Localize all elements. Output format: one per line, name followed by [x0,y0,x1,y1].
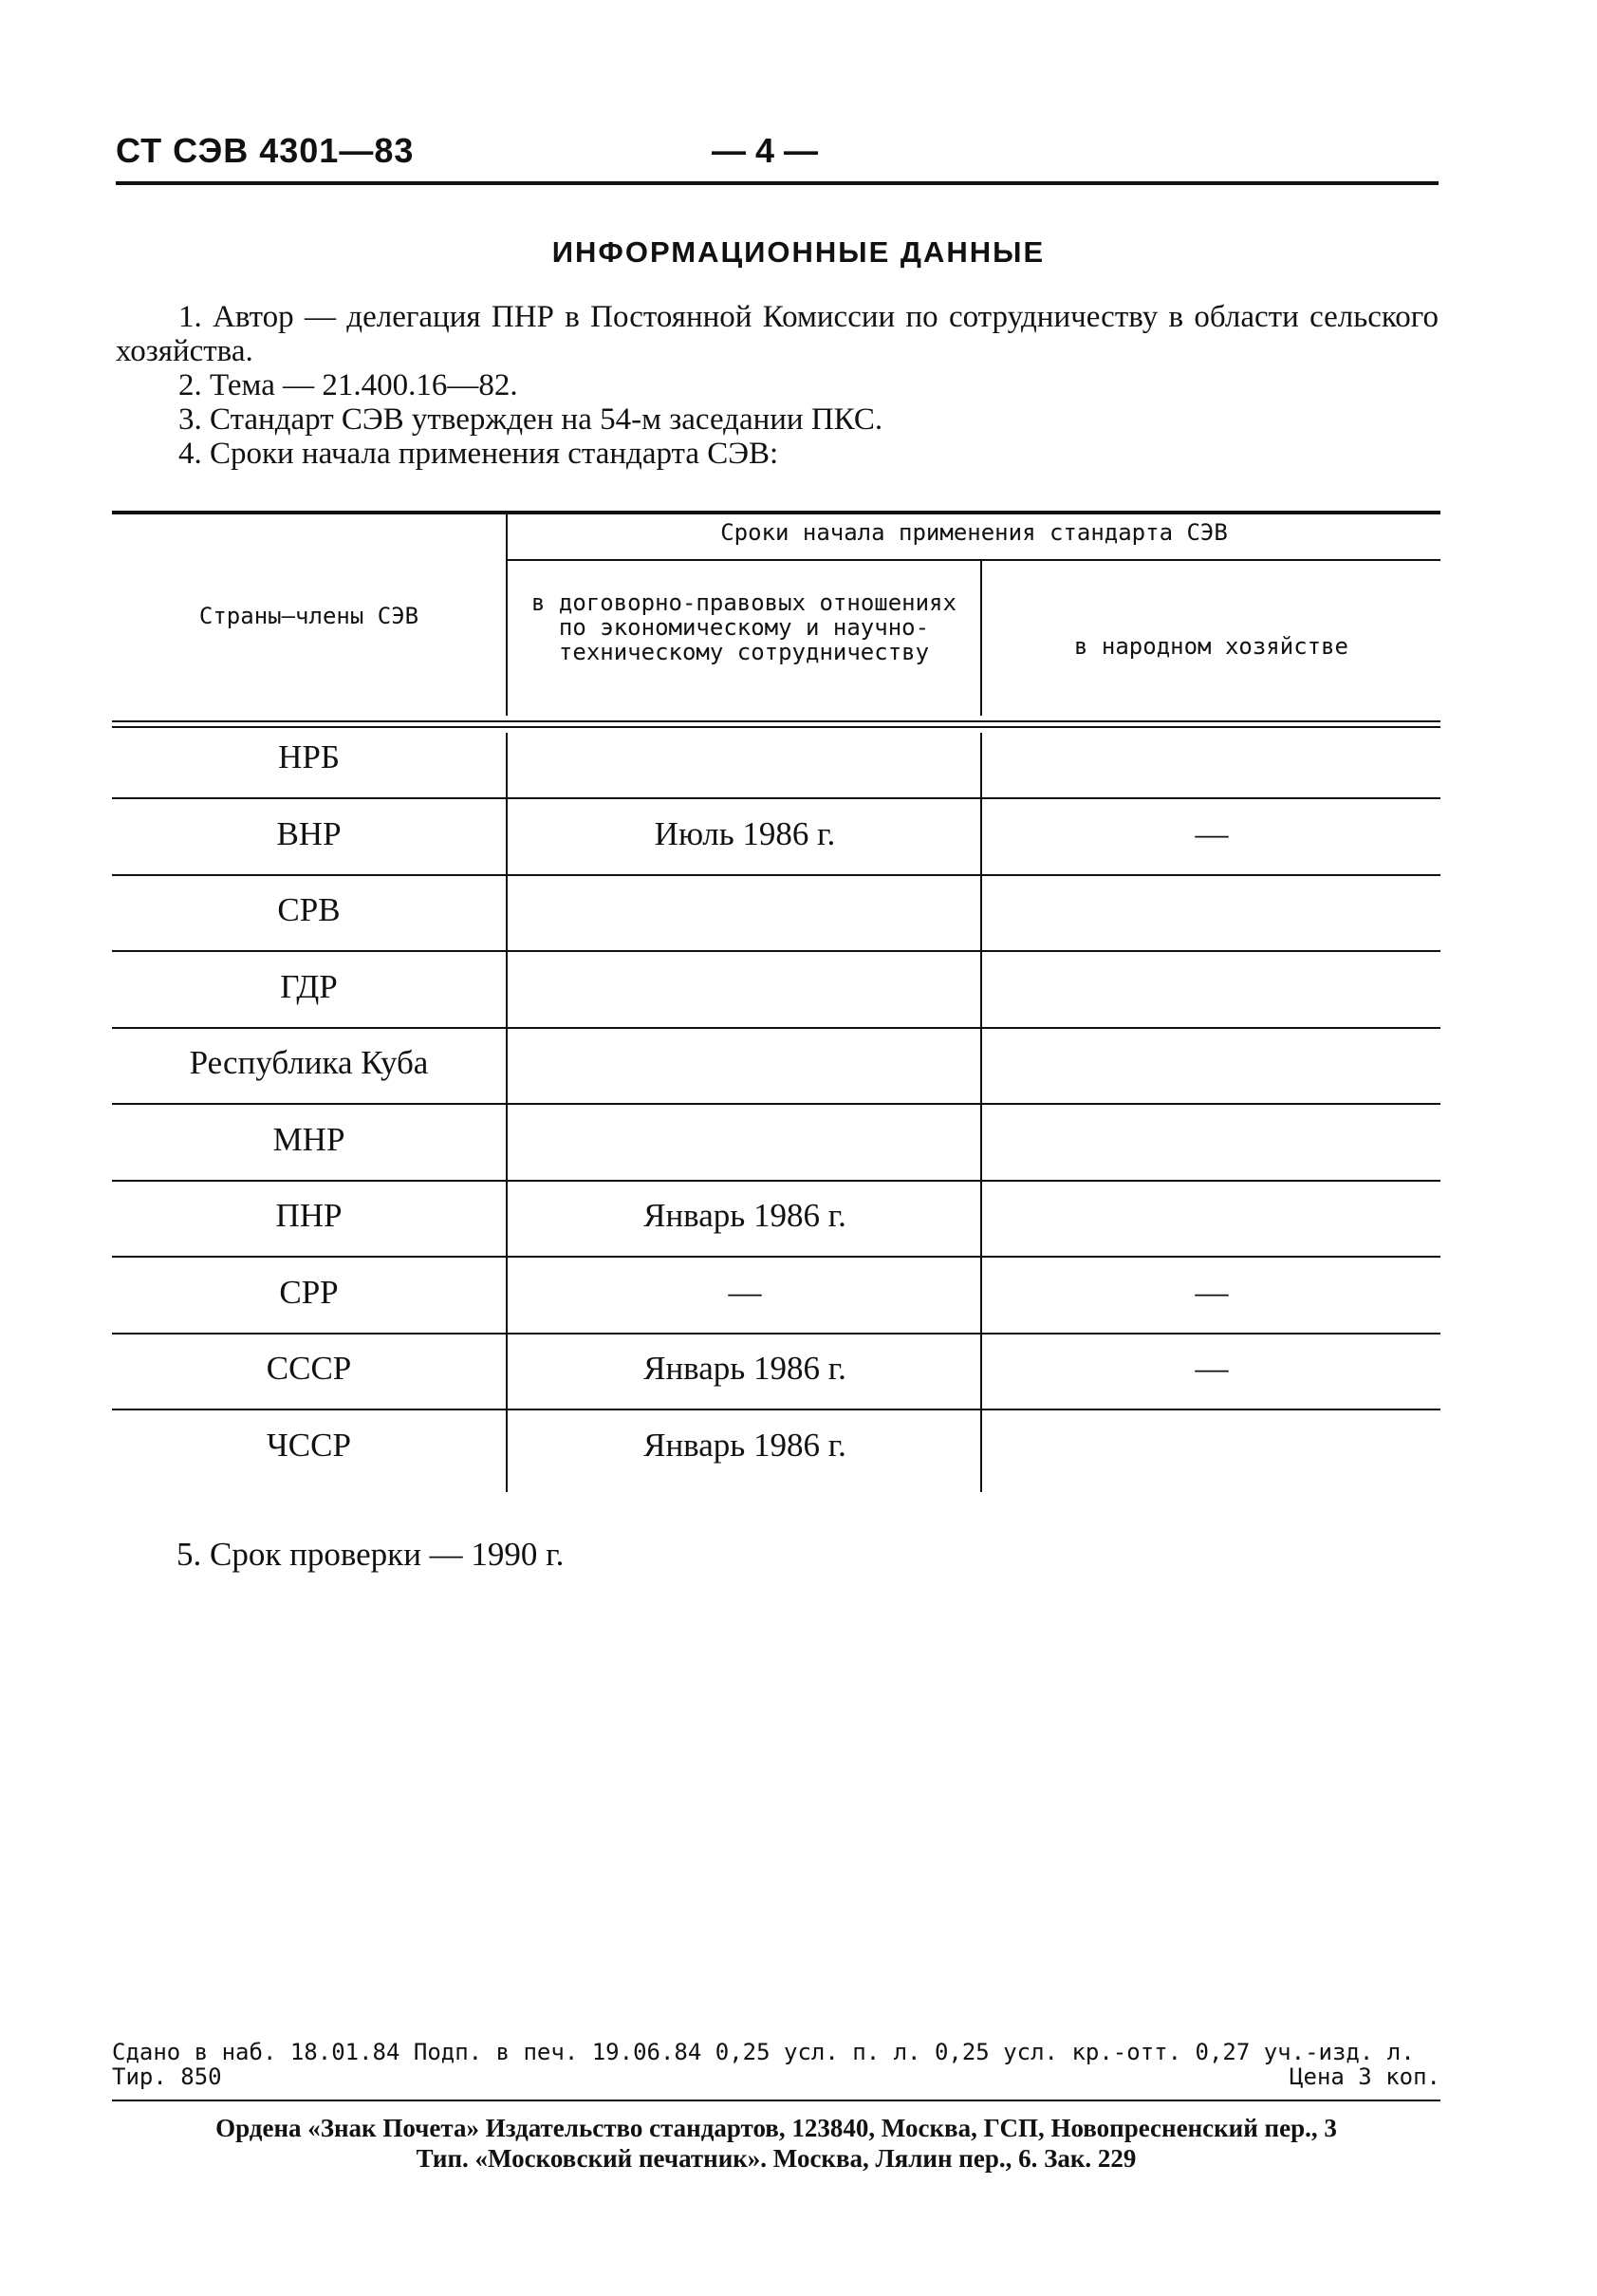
cell-country: СРР [279,1274,339,1311]
cell-country: СРВ [277,891,341,928]
cell-econ [508,738,982,776]
cell-econ [508,1121,982,1159]
cell-country: ПНР [275,1197,343,1234]
header-bottom-rule-1 [112,720,1440,722]
header-rule [116,181,1439,185]
cell-national [984,968,1439,1006]
cell-national [984,1197,1439,1235]
cell-country: ВНР [276,815,342,852]
info-items [116,300,1439,471]
cell-national: — [1195,1350,1229,1387]
column-header-country: Страны—члены СЭВ [198,603,419,629]
cell-national: — [1195,1274,1229,1311]
cell-econ [508,968,982,1006]
cell-econ: Январь 1986 г. [643,1350,846,1387]
item-dates: 4. Сроки начала применения стандарта СЭВ: [178,437,779,471]
cell-national [984,738,1439,776]
imprint-line: Сдано в наб. 18.01.84 Подп. в печ. 19.06.84 0,25 усл. п. л. 0,25 усл. кр.-отт. 0,27 уч.-изд. л. [112,2039,1415,2065]
cell-econ: — [728,1274,762,1311]
row-separator [112,1333,1440,1335]
imprint-circulation-row [112,2063,1440,2090]
row-separator [112,1103,1440,1105]
imprint-publisher: Ордена «Знак Почета» Издательство стандартов, 123840, Москва, ГСП, Новопресненский пер., 3 [215,2114,1337,2142]
item-topic: 2. Тема — 21.400.16—82. [178,368,518,402]
cell-econ [508,891,982,929]
row-separator [112,874,1440,876]
row-separator [112,1027,1440,1029]
cell-national [984,1044,1439,1082]
table-top-rule [112,511,1440,514]
cell-econ: Июль 1986 г. [654,815,836,852]
page-number: — 4 — [712,131,819,170]
item-approval: 3. Стандарт СЭВ утвержден на 54-м заседании ПКС. [178,402,883,437]
cell-econ: Январь 1986 г. [643,1427,846,1464]
document-code: СТ СЭВ 4301—83 [116,131,415,170]
review-date: 5. Срок проверки — 1990 г. [176,1536,565,1573]
cell-country: ГДР [280,968,338,1005]
page-header [116,131,1439,173]
cell-national: — [1195,815,1229,852]
cell-national [984,891,1439,929]
cell-country: НРБ [278,738,340,775]
cell-country: СССР [266,1350,352,1387]
row-separator [112,1409,1440,1410]
imprint-rule [112,2100,1440,2101]
cell-country: МНР [272,1121,345,1158]
cell-econ: Январь 1986 г. [643,1197,846,1234]
column-group-header: Сроки начала применения стандарта СЭВ [720,519,1228,546]
column-header-national: в народном хозяйстве [1074,633,1348,660]
cell-national [984,1427,1439,1465]
cell-country: ЧССР [267,1427,351,1464]
imprint-printer: Тип. «Московский печатник». Москва, Лялин пер., 6. Зак. 229 [416,2144,1137,2173]
cell-econ [508,1044,982,1082]
item-author: 1. Автор — делегация ПНР в Постоянной Комиссии по сотрудничеству в области сельского хозяйства. [116,300,1439,368]
column-header-econ: в договорно-правовых отношениях по экономическому и научно-техническому сотрудничеству [531,589,956,665]
row-separator [112,797,1440,799]
row-separator [112,950,1440,952]
header-bottom-rule-2 [112,726,1440,728]
group-header-rule [508,559,1440,561]
cell-country: Республика Куба [189,1044,429,1081]
row-separator [112,1256,1440,1258]
imprint-circulation: Тир. 850 [112,2063,222,2090]
imprint-price: Цена 3 коп. [1290,2063,1440,2090]
cell-national [984,1121,1439,1159]
row-separator [112,1180,1440,1182]
section-title: ИНФОРМАЦИОННЫЕ ДАННЫЕ [551,235,1046,269]
